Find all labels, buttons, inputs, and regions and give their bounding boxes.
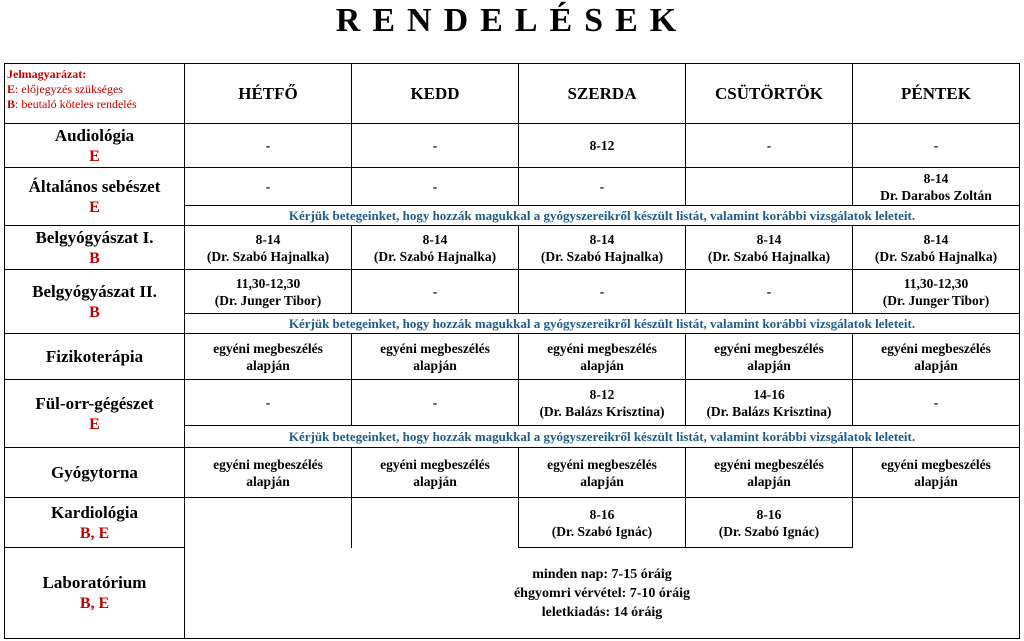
subject-cell [5, 448, 185, 498]
schedule-cell: - [352, 380, 519, 426]
schedule-table [4, 63, 1020, 639]
schedule-cell: - [185, 168, 352, 206]
schedule-cell [853, 498, 1020, 548]
subject-name: Kardiológia [51, 502, 138, 522]
subject-cell [5, 124, 185, 168]
row-belgyogyaszat-1 [5, 226, 1020, 270]
schedule-cell: 8-14 (Dr. Szabó Hajnalka) [185, 226, 352, 270]
schedule-cell: - [686, 270, 853, 314]
schedule-cell: egyéni megbeszélés alapján [686, 334, 853, 380]
subject-code: B, E [79, 595, 110, 612]
row-laboratorium [5, 548, 1020, 639]
subject-name: Audiológia [54, 125, 135, 145]
notice-text: Kérjük betegeinket, hogy hozzák magukkal a gyógyszereikről készült listát, valamint korábbi vizsgálatok leleteit. [185, 314, 1020, 334]
schedule-cell: egyéni megbeszélés alapján [185, 334, 352, 380]
subject-code: E [89, 147, 100, 165]
subject-cell [5, 548, 185, 639]
row-gyogytorna [5, 448, 1020, 498]
subject-cell [5, 226, 185, 270]
subject-name: Gyógytorna [51, 463, 138, 482]
day-header-wednesday: SZERDA [519, 64, 686, 124]
schedule-cell: - [352, 168, 519, 206]
schedule-cell: egyéni megbeszélés alapján [686, 448, 853, 498]
schedule-cell: egyéni megbeszélés alapján [185, 448, 352, 498]
day-header-monday: HÉTFŐ [185, 64, 352, 124]
schedule-cell: 14-16 (Dr. Balázs Krisztina) [686, 380, 853, 426]
subject-name: Fizikoterápia [45, 347, 144, 366]
row-fizikoterapia [5, 334, 1020, 380]
schedule-cell: - [519, 168, 686, 206]
schedule-cell: - [519, 270, 686, 314]
schedule-cell: 8-12 (Dr. Balázs Krisztina) [519, 380, 686, 426]
schedule-cell: 8-14 (Dr. Szabó Hajnalka) [853, 226, 1020, 270]
schedule-cell: egyéni megbeszélés alapján [853, 448, 1020, 498]
legend-e: E: előjegyzés szükséges [7, 82, 123, 96]
schedule-cell: egyéni megbeszélés alapján [352, 448, 519, 498]
schedule-cell: - [185, 124, 352, 168]
schedule-cell: - [352, 270, 519, 314]
schedule-cell: - [185, 380, 352, 426]
row-belgyogyaszat-2 [5, 270, 1020, 314]
schedule-cell: 11,30-12,30 (Dr. Junger Tibor) [185, 270, 352, 314]
subject-cell [5, 270, 185, 334]
schedule-cell: 8-16 (Dr. Szabó Ignác) [519, 498, 686, 548]
row-ful-orr-gegeszet [5, 380, 1020, 426]
subject-cell [5, 334, 185, 380]
laboratory-hours: minden nap: 7-15 óráig éhgyomri vérvétel: 7-10 óráig leletkiadás: 14 óráig [185, 548, 1020, 639]
page-title: RENDELÉSEK [335, 2, 689, 39]
notice-text: Kérjük betegeinket, hogy hozzák magukkal a gyógyszereikről készült listát, valamint korábbi vizsgálatok leleteit. [185, 426, 1020, 448]
subject-name: Belgyógyászat I. [35, 227, 154, 247]
schedule-cell: 8-14 Dr. Darabos Zoltán [853, 168, 1020, 206]
row-altalanos-sebeszet [5, 168, 1020, 206]
doctor-name: Dr. Darabos Zoltán [880, 187, 992, 203]
schedule-cell: - [853, 380, 1020, 426]
schedule-cell: 8-14 (Dr. Szabó Hajnalka) [352, 226, 519, 270]
day-header-friday: PÉNTEK [853, 64, 1020, 124]
schedule-cell: egyéni megbeszélés alapján [519, 334, 686, 380]
subject-cell [5, 380, 185, 448]
row-audiologia [5, 124, 1020, 168]
subject-name: Általános sebészet [28, 176, 161, 196]
subject-code: E [89, 198, 100, 216]
schedule-cell: 8-14 (Dr. Szabó Hajnalka) [686, 226, 853, 270]
legend-b: B: beutaló köteles rendelés [7, 97, 137, 111]
subject-cell [5, 168, 185, 226]
header-row [5, 64, 1020, 124]
schedule-cell: - [352, 124, 519, 168]
subject-cell [5, 498, 185, 548]
legend-heading: Jelmagyarázat: [7, 67, 87, 81]
schedule-cell: 11,30-12,30 (Dr. Junger Tibor) [853, 270, 1020, 314]
subject-code: B [89, 249, 100, 267]
schedule-cell: egyéni megbeszélés alapján [853, 334, 1020, 380]
subject-name: Laboratórium [42, 573, 147, 592]
schedule-cell [185, 498, 352, 548]
schedule-cell: - [853, 124, 1020, 168]
legend [5, 64, 185, 124]
subject-code: B, E [79, 524, 110, 542]
schedule-cell: egyéni megbeszélés alapján [352, 334, 519, 380]
schedule-cell: 8-12 [519, 124, 686, 168]
subject-name: Fül-orr-gégészet [35, 393, 154, 413]
day-header-thursday: CSÜTÖRTÖK [686, 64, 853, 124]
schedule-cell: 8-14 (Dr. Szabó Hajnalka) [519, 226, 686, 270]
subject-code: E [89, 415, 100, 433]
schedule-cell: - [686, 124, 853, 168]
subject-name: Belgyógyászat II. [32, 281, 157, 301]
notice-text: Kérjük betegeinket, hogy hozzák magukkal a gyógyszereikről készült listát, valamint korábbi vizsgálatok leleteit. [185, 206, 1020, 226]
subject-code: B [89, 303, 100, 321]
row-kardiologia [5, 498, 1020, 548]
schedule-cell [352, 498, 519, 548]
schedule-cell: 8-16 (Dr. Szabó Ignác) [686, 498, 853, 548]
schedule-cell: egyéni megbeszélés alapján [519, 448, 686, 498]
day-header-tuesday: KEDD [352, 64, 519, 124]
schedule-cell [686, 168, 853, 206]
